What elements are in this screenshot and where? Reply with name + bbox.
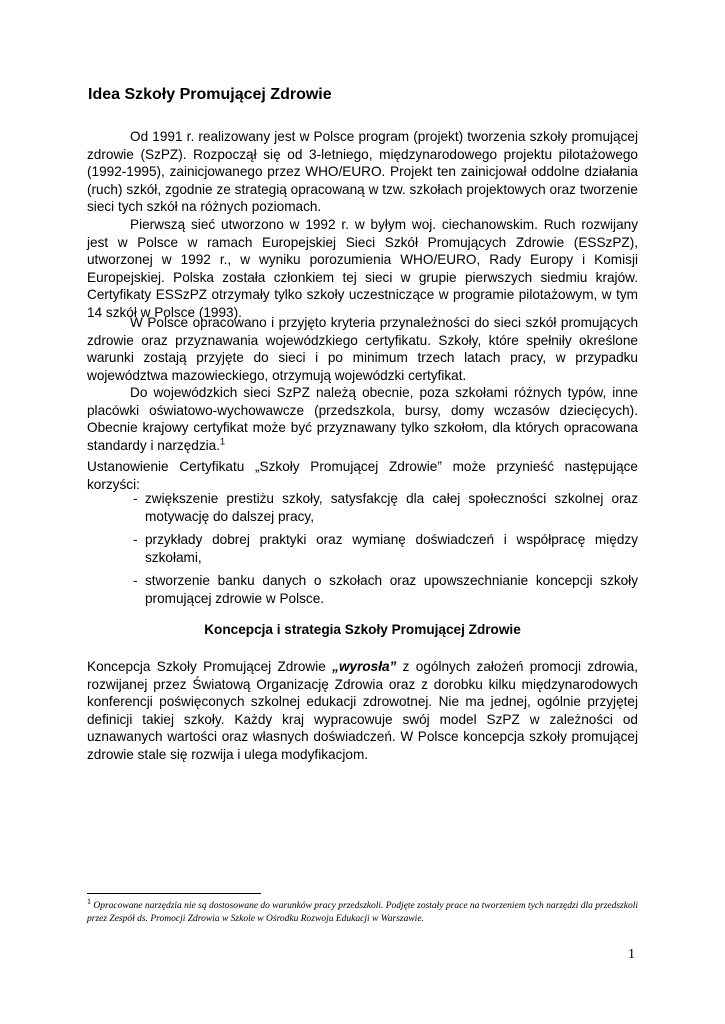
footnote-text: Opracowane narzędzia nie są dostosowane do warunków pracy przedszkoli. Podjęte zostały prace na tworzeniem tych narzędzi dla przedszkoli przez Zespół ds. Promocji Zdrowia w Szkole w Ośrodku Rozwoju Edukacji w Warszawie. — [87, 901, 639, 924]
paragraph-4-text: Do wojewódzkich sieci SzPZ należą obecnie, poza szkołami różnych typów, inne placówki oświatowo-wychowawcze (przedszkola, bursy, domy wczasów dziecięcych). Obecnie krajowy certyfikat może być przyznawany tylko szkołom, dla których opracowana standardy i narzędzia. — [87, 385, 638, 453]
concept-paragraph — [87, 658, 638, 764]
concept-text-before: Koncepcja Szkoły Promującej Zdrowie — [87, 659, 333, 674]
bullet-dash: - — [133, 532, 138, 548]
list-item-text: stworzenie banku danych o szkołach oraz upowszechnianie koncepcji szkoły promującej zdrowie w Polsce. — [145, 573, 638, 606]
list-item-text: zwiększenie prestiżu szkoły, satysfakcję dla całej społeczności szkolnej oraz motywację do dalszej pracy, — [145, 491, 638, 524]
concept-emphasis: „wyrosła” — [332, 659, 397, 674]
paragraph-2: Pierwszą sieć utworzono w 1992 r. w byłym woj. ciechanowskim. Ruch rozwijany jest w Polsce w ramach Europejskiej Sieci Szkół Promujących Zdrowie (ESSzPZ), utworzonej w 1992 r., w wyniku porozumienia WHO/EURO, Rady Europy i Komisji Europejskiej. Polska została członkiem tej sieci w grupie pierwszych siedmiu krajów. Certyfikaty ESSzPZ otrzymały tylko szkoły uczestniczące w programie pilotażowym, w tym 14 szkół w Polsce (1993). — [87, 217, 638, 320]
bullet-dash: - — [133, 573, 138, 589]
list-item — [87, 572, 638, 607]
paragraph-3: W Polsce opracowano i przyjęto kryteria przynależności do sieci szkół promujących zdrowie oraz przyznawania wojewódzkiego certyfikatu. Szkoły, które spełniły określone warunki zostają przyjęte do sieci i po minimum trzech latach pracy, w przypadku województwa mazowieckiego, otrzymują wojewódzki certyfikat. — [87, 315, 638, 383]
certificate-intro: Ustanowienie Certyfikatu „Szkoły Promującej Zdrowie” może przynieść następujące korzyści: — [87, 459, 638, 492]
footnote-mark: 1 — [87, 896, 91, 906]
page-number: 1 — [628, 947, 635, 962]
list-item — [87, 490, 638, 525]
paragraph-4 — [87, 384, 638, 454]
bullet-dash: - — [133, 491, 138, 506]
paragraph-1: Od 1991 r. realizowany jest w Polsce program (projekt) tworzenia szkoły promującej zdrowie (SzPZ). Rozpoczął się od 3-letniego, międzynarodowego projektu pilotażowego (1992-1995), zainicjowanego przez WHO/EURO. Projekt ten zainicjował oddolne działania (ruch) szkół, zgodnie ze strategią opracowaną w tzw. szkołach projektowych oraz tworzenie sieci tych szkół na różnych poziomach. — [87, 129, 638, 215]
footnote-separator — [87, 893, 261, 894]
benefits-list — [87, 490, 638, 614]
section-title: Koncepcja i strategia Szkoły Promującej Zdrowie — [204, 622, 521, 637]
list-item — [87, 531, 638, 566]
footnote — [87, 896, 639, 925]
page-title: Idea Szkoły Promującej Zdrowie — [88, 86, 332, 103]
concept-text-after: z ogólnych założeń promocji zdrowia, rozwijanej przez Światową Organizację Zdrowia oraz z dorobku kilku międzynarodowych konferencji poświęconych szkolnej edukacji zdrowotnej. Nie ma jednej, ogólnie przyjętej definicji takiej szkoły. Każdy kraj wypracowuje swój model SzPZ w zależności od uznawanych wartości oraz własnych doświadczeń. W Polsce koncepcja szkoły promującej zdrowie stale się rozwija i ulega modyfikacjom. — [87, 659, 638, 762]
list-item-text: przykłady dobrej praktyki oraz wymianę doświadczeń i współpracę między szkołami, — [145, 532, 638, 565]
footnote-reference: 1 — [220, 436, 226, 447]
